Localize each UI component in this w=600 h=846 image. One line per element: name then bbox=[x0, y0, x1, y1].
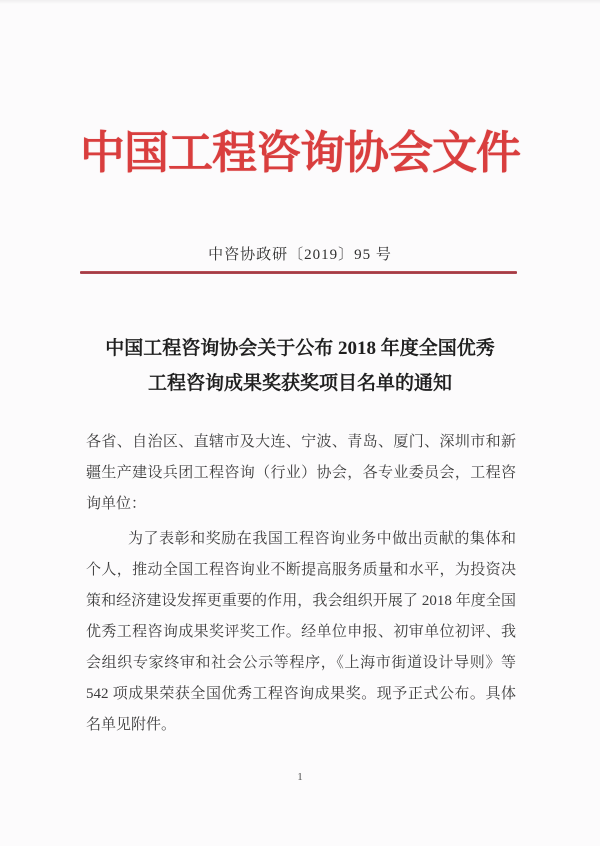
letterhead-title: 中国工程咨询协会文件 bbox=[79, 128, 520, 178]
paragraph-addressees: 各省、自治区、直辖市及大连、宁波、青岛、厦门、深圳市和新疆生产建设兵团工程咨询（行业）协会，各专业委员会，工程咨询单位： bbox=[86, 434, 516, 512]
document-body bbox=[86, 427, 516, 741]
notice-title bbox=[0, 331, 600, 401]
paragraph-announcement: 为了表彰和奖励在我国工程咨询业务中做出贡献的集体和个人，推动全国工程咨询业不断提高服务质量和水平，为投资决策和经济建设发挥更重要的作用，我会组织开展了 2018 年度全国优秀工程咨询成果奖评奖工作。经单位申报、初审单位初评、我会组织专家终审和社会公示等程序，《上海市街道设计导则》等 542 项成果荣获全国优秀工程咨询成果奖。现予正式公布。具体名单见附件。 bbox=[86, 531, 516, 733]
document-number: 中咨协政研〔2019〕95 号 bbox=[208, 247, 392, 263]
page-number: 1 bbox=[297, 771, 303, 783]
notice-title-line-2: 工程咨询成果奖获奖项目名单的通知 bbox=[147, 373, 452, 394]
scan-edge-shadow bbox=[0, 0, 600, 4]
red-divider-line bbox=[80, 271, 517, 274]
notice-title-line-1: 中国工程咨询协会关于公布 2018 年度全国优秀 bbox=[105, 338, 495, 359]
